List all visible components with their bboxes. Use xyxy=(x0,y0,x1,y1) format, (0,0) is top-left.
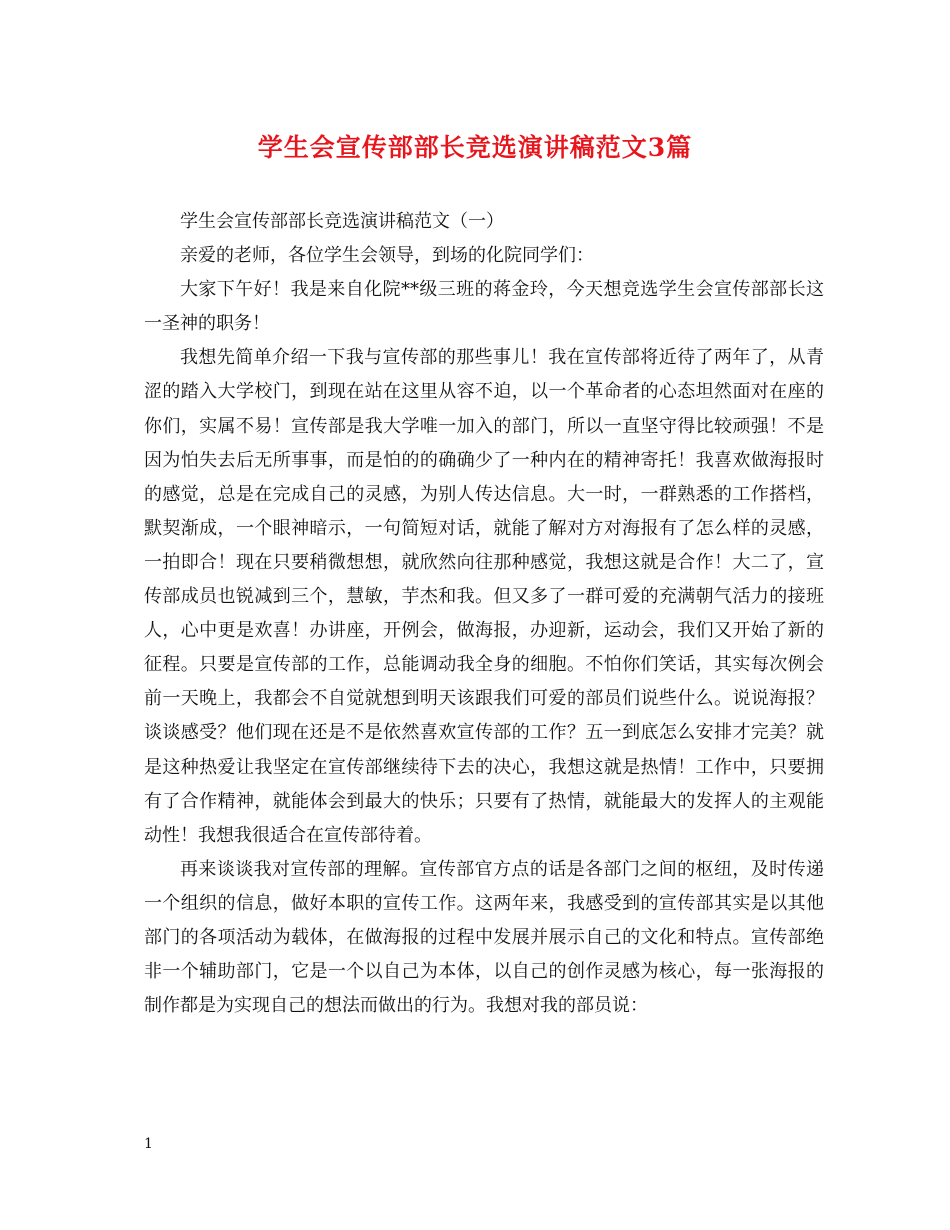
paragraph-understanding: 再来谈谈我对宣传部的理解。宣传部官方点的话是各部门之间的枢纽，及时传递一个组织的信息，做好本职的宣传工作。这两年来，我感受到的宣传部其实是以其他部门的各项活动为载体，在做海报的过程中发展并展示自己的文化和特点。宣传部绝非一个辅助部门，它是一个以自己为本体，以自己的创作灵感为核心，每一张海报的制作都是为实现自己的想法而做出的行为。我想对我的部员说： xyxy=(144,858,824,1017)
paragraph-greeting: 大家下午好！我是来自化院**级三班的蒋金玲，今天想竞选学生会宣传部部长这一圣神的职务！ xyxy=(144,279,824,335)
paragraph-introduction: 我想先简单介绍一下我与宣传部的那些事儿！我在宣传部将近待了两年了，从青涩的踏入大学校门，到现在站在这里从容不迫，以一个革命者的心态坦然面对在座的你们，实属不易！宣传部是我大学唯一加入的部门，所以一直坚守得比较顽强！不是因为怕失去后无所事事，而是怕的的确确少了一种内在的精神寄托！我喜欢做海报时的感觉，总是在完成自己的灵感，为别人传达信息。大一时，一群熟悉的工作搭档，默契渐成，一个眼神暗示，一句简短对话，就能了解对方对海报有了怎么样的灵感，一拍即合！现在只要稍微想想，就欣然向往那种感觉，我想这就是合作！大二了，宣传部成员也锐减到三个，慧敏，芋杰和我。但又多了一群可爱的充满朝气活力的接班人，心中更是欢喜！办讲座，开例会，做海报，办迎新，运动会，我们又开始了新的征程。只要是宣传部的工作，总能调动我全身的细胞。不怕你们笑话，其实每次例会前一天晚上，我都会不自觉就想到明天该跟我们可爱的部员们说些什么。说说海报？谈谈感受？他们现在还是不是依然喜欢宣传部的工作？五一到底怎么安排才完美？就是这种热爱让我坚定在宣传部继续待下去的决心，我想这就是热情！工作中，只要拥有了合作精神，就能体会到最大的快乐；只要有了热情，就能最大的发挥人的主观能动性！我想我很适合在宣传部待着。 xyxy=(144,347,824,846)
document-title: 学生会宣传部部长竞选演讲稿范文3篇 xyxy=(257,133,693,162)
page-number: 1 xyxy=(144,1136,153,1152)
document-body xyxy=(144,205,824,1023)
paragraph-subtitle: 学生会宣传部部长竞选演讲稿范文（一） xyxy=(180,211,504,232)
paragraph-salutation: 亲爱的老师，各位学生会领导，到场的化院同学们： xyxy=(180,245,594,267)
